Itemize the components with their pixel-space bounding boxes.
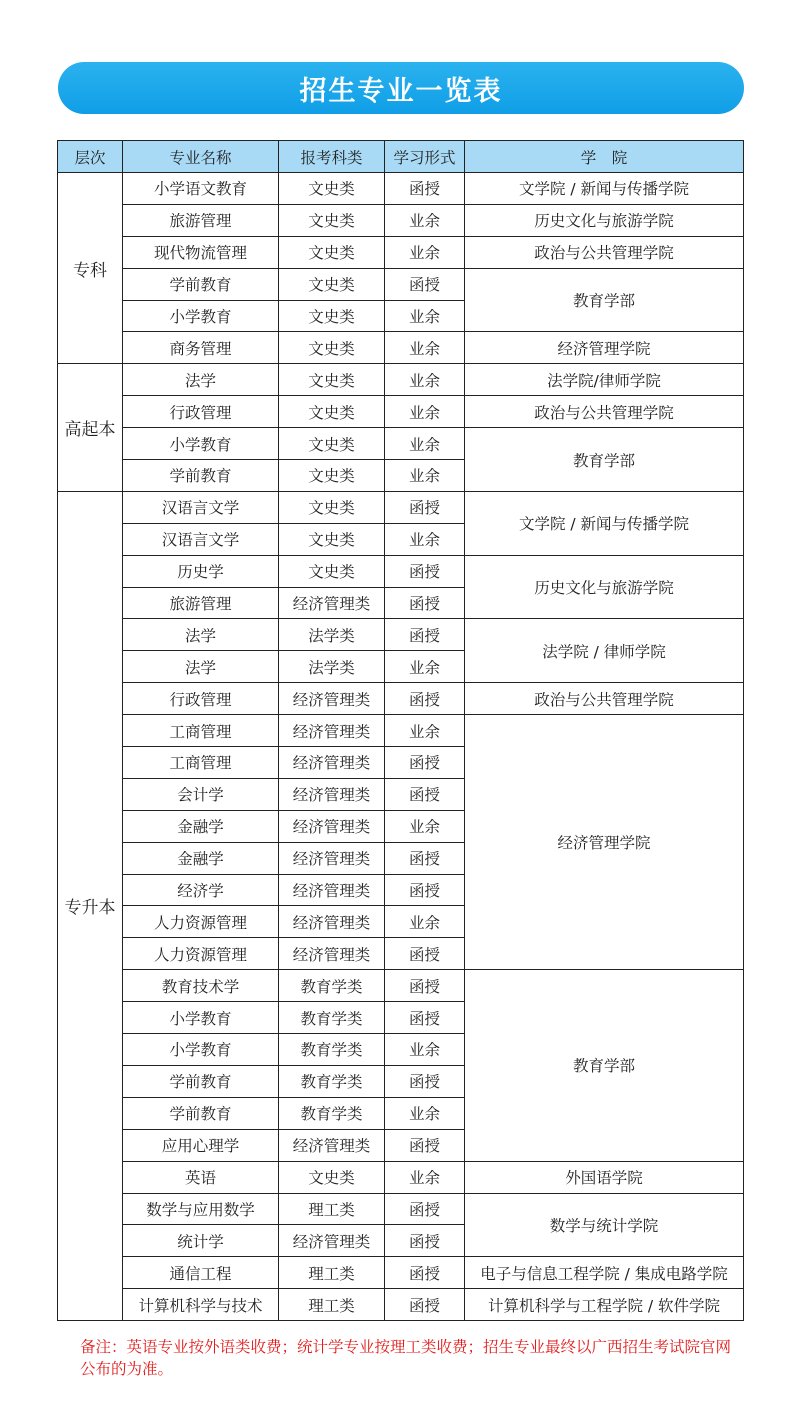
- mode-cell: 函授: [385, 1002, 465, 1034]
- mode-cell: 函授: [385, 587, 465, 619]
- mode-cell: 函授: [385, 842, 465, 874]
- mode-cell: 业余: [385, 364, 465, 396]
- category-cell: 文史类: [279, 523, 385, 555]
- mode-cell: 函授: [385, 555, 465, 587]
- category-cell: 理工类: [279, 1257, 385, 1289]
- mode-cell: 业余: [385, 810, 465, 842]
- major-cell: 应用心理学: [123, 1129, 279, 1161]
- college-cell: 电子与信息工程学院 / 集成电路学院: [465, 1257, 744, 1289]
- mode-cell: 业余: [385, 523, 465, 555]
- table-row: [58, 1257, 744, 1289]
- major-cell: 工商管理: [123, 715, 279, 747]
- header-college: 学 院: [465, 141, 744, 173]
- college-cell: 数学与统计学院: [465, 1193, 744, 1257]
- major-cell: 人力资源管理: [123, 938, 279, 970]
- category-cell: 文史类: [279, 555, 385, 587]
- major-cell: 经济学: [123, 874, 279, 906]
- category-cell: 经济管理类: [279, 715, 385, 747]
- category-cell: 经济管理类: [279, 938, 385, 970]
- category-cell: 教育学类: [279, 1034, 385, 1066]
- mode-cell: 函授: [385, 938, 465, 970]
- mode-cell: 函授: [385, 874, 465, 906]
- mode-cell: 函授: [385, 970, 465, 1002]
- mode-cell: 函授: [385, 747, 465, 779]
- category-cell: 法学类: [279, 651, 385, 683]
- category-cell: 经济管理类: [279, 587, 385, 619]
- header-mode: 学习形式: [385, 141, 465, 173]
- page-title: 招生专业一览表: [299, 75, 503, 107]
- category-cell: 文史类: [279, 491, 385, 523]
- page-title-banner: [58, 62, 744, 114]
- category-cell: 教育学类: [279, 970, 385, 1002]
- category-cell: 文史类: [279, 460, 385, 492]
- category-cell: 文史类: [279, 332, 385, 364]
- category-cell: 文史类: [279, 268, 385, 300]
- category-cell: 经济管理类: [279, 683, 385, 715]
- mode-cell: 函授: [385, 1193, 465, 1225]
- college-cell: 政治与公共管理学院: [465, 236, 744, 268]
- major-cell: 小学教育: [123, 1002, 279, 1034]
- major-cell: 学前教育: [123, 1097, 279, 1129]
- table-row: [58, 173, 744, 205]
- college-cell: 经济管理学院: [465, 332, 744, 364]
- table-row: [58, 715, 744, 747]
- mode-cell: 业余: [385, 651, 465, 683]
- category-cell: 经济管理类: [279, 778, 385, 810]
- major-cell: 英语: [123, 1161, 279, 1193]
- category-cell: 经济管理类: [279, 906, 385, 938]
- table-row: [58, 332, 744, 364]
- table-row: [58, 1193, 744, 1225]
- college-cell: 政治与公共管理学院: [465, 683, 744, 715]
- mode-cell: 业余: [385, 332, 465, 364]
- major-cell: 通信工程: [123, 1257, 279, 1289]
- major-cell: 教育技术学: [123, 970, 279, 1002]
- table-row: [58, 396, 744, 428]
- major-cell: 旅游管理: [123, 587, 279, 619]
- table-header-row: [58, 141, 744, 173]
- mode-cell: 函授: [385, 1129, 465, 1161]
- college-cell: 计算机科学与工程学院 / 软件学院: [465, 1289, 744, 1321]
- major-cell: 金融学: [123, 810, 279, 842]
- table-row: [58, 491, 744, 523]
- major-cell: 工商管理: [123, 747, 279, 779]
- category-cell: 经济管理类: [279, 1129, 385, 1161]
- category-cell: 文史类: [279, 1161, 385, 1193]
- mode-cell: 函授: [385, 491, 465, 523]
- mode-cell: 业余: [385, 906, 465, 938]
- footnote: 备注：英语专业按外语类收费；统计学专业按理工类收费；招生专业最终以广西招生考试院官网公布的为准。: [80, 1338, 732, 1378]
- category-cell: 经济管理类: [279, 810, 385, 842]
- category-cell: 经济管理类: [279, 842, 385, 874]
- major-cell: 法学: [123, 651, 279, 683]
- mode-cell: 业余: [385, 396, 465, 428]
- major-cell: 行政管理: [123, 683, 279, 715]
- category-cell: 文史类: [279, 236, 385, 268]
- college-cell: 历史文化与旅游学院: [465, 204, 744, 236]
- major-cell: 汉语言文学: [123, 523, 279, 555]
- category-cell: 教育学类: [279, 1002, 385, 1034]
- category-cell: 文史类: [279, 428, 385, 460]
- level-cell: 专科: [58, 173, 123, 364]
- mode-cell: 业余: [385, 1034, 465, 1066]
- mode-cell: 业余: [385, 460, 465, 492]
- header-major: 专业名称: [123, 141, 279, 173]
- college-cell: 经济管理学院: [465, 715, 744, 970]
- major-cell: 统计学: [123, 1225, 279, 1257]
- major-cell: 小学语文教育: [123, 173, 279, 205]
- table-row: [58, 1289, 744, 1321]
- category-cell: 法学类: [279, 619, 385, 651]
- college-cell: 教育学部: [465, 428, 744, 492]
- major-cell: 金融学: [123, 842, 279, 874]
- major-cell: 数学与应用数学: [123, 1193, 279, 1225]
- category-cell: 文史类: [279, 396, 385, 428]
- college-cell: 历史文化与旅游学院: [465, 555, 744, 619]
- mode-cell: 函授: [385, 268, 465, 300]
- category-cell: 文史类: [279, 173, 385, 205]
- major-cell: 学前教育: [123, 460, 279, 492]
- category-cell: 文史类: [279, 364, 385, 396]
- category-cell: 经济管理类: [279, 1225, 385, 1257]
- mode-cell: 业余: [385, 1097, 465, 1129]
- category-cell: 教育学类: [279, 1065, 385, 1097]
- header-level: 层次: [58, 141, 123, 173]
- table-row: [58, 236, 744, 268]
- mode-cell: 函授: [385, 1065, 465, 1097]
- major-cell: 小学教育: [123, 428, 279, 460]
- mode-cell: 函授: [385, 1257, 465, 1289]
- mode-cell: 函授: [385, 619, 465, 651]
- majors-table: [57, 140, 744, 1321]
- major-cell: 法学: [123, 364, 279, 396]
- table-row: [58, 268, 744, 300]
- major-cell: 汉语言文学: [123, 491, 279, 523]
- major-cell: 行政管理: [123, 396, 279, 428]
- college-cell: 教育学部: [465, 268, 744, 332]
- mode-cell: 函授: [385, 173, 465, 205]
- mode-cell: 函授: [385, 1225, 465, 1257]
- major-cell: 小学教育: [123, 300, 279, 332]
- table-body: [58, 173, 744, 1321]
- category-cell: 理工类: [279, 1193, 385, 1225]
- major-cell: 商务管理: [123, 332, 279, 364]
- major-cell: 旅游管理: [123, 204, 279, 236]
- mode-cell: 业余: [385, 428, 465, 460]
- level-cell: 高起本: [58, 364, 123, 492]
- level-cell: 专升本: [58, 491, 123, 1320]
- table-row: [58, 683, 744, 715]
- table-row: [58, 970, 744, 1002]
- mode-cell: 业余: [385, 715, 465, 747]
- major-cell: 小学教育: [123, 1034, 279, 1066]
- table-row: [58, 619, 744, 651]
- college-cell: 外国语学院: [465, 1161, 744, 1193]
- major-cell: 现代物流管理: [123, 236, 279, 268]
- college-cell: 文学院 / 新闻与传播学院: [465, 491, 744, 555]
- category-cell: 文史类: [279, 204, 385, 236]
- category-cell: 教育学类: [279, 1097, 385, 1129]
- mode-cell: 业余: [385, 204, 465, 236]
- header-category: 报考科类: [279, 141, 385, 173]
- table-row: [58, 428, 744, 460]
- category-cell: 理工类: [279, 1289, 385, 1321]
- college-cell: 法学院 / 律师学院: [465, 619, 744, 683]
- college-cell: 文学院 / 新闻与传播学院: [465, 173, 744, 205]
- college-cell: 政治与公共管理学院: [465, 396, 744, 428]
- major-cell: 计算机科学与技术: [123, 1289, 279, 1321]
- mode-cell: 业余: [385, 236, 465, 268]
- table-row: [58, 364, 744, 396]
- category-cell: 经济管理类: [279, 747, 385, 779]
- college-cell: 法学院/律师学院: [465, 364, 744, 396]
- mode-cell: 函授: [385, 1289, 465, 1321]
- college-cell: 教育学部: [465, 970, 744, 1161]
- major-cell: 人力资源管理: [123, 906, 279, 938]
- major-cell: 法学: [123, 619, 279, 651]
- category-cell: 文史类: [279, 300, 385, 332]
- mode-cell: 函授: [385, 683, 465, 715]
- major-cell: 历史学: [123, 555, 279, 587]
- mode-cell: 业余: [385, 1161, 465, 1193]
- major-cell: 学前教育: [123, 268, 279, 300]
- major-cell: 学前教育: [123, 1065, 279, 1097]
- table-row: [58, 555, 744, 587]
- mode-cell: 函授: [385, 778, 465, 810]
- table-row: [58, 204, 744, 236]
- major-cell: 会计学: [123, 778, 279, 810]
- table-row: [58, 1161, 744, 1193]
- category-cell: 经济管理类: [279, 874, 385, 906]
- mode-cell: 业余: [385, 300, 465, 332]
